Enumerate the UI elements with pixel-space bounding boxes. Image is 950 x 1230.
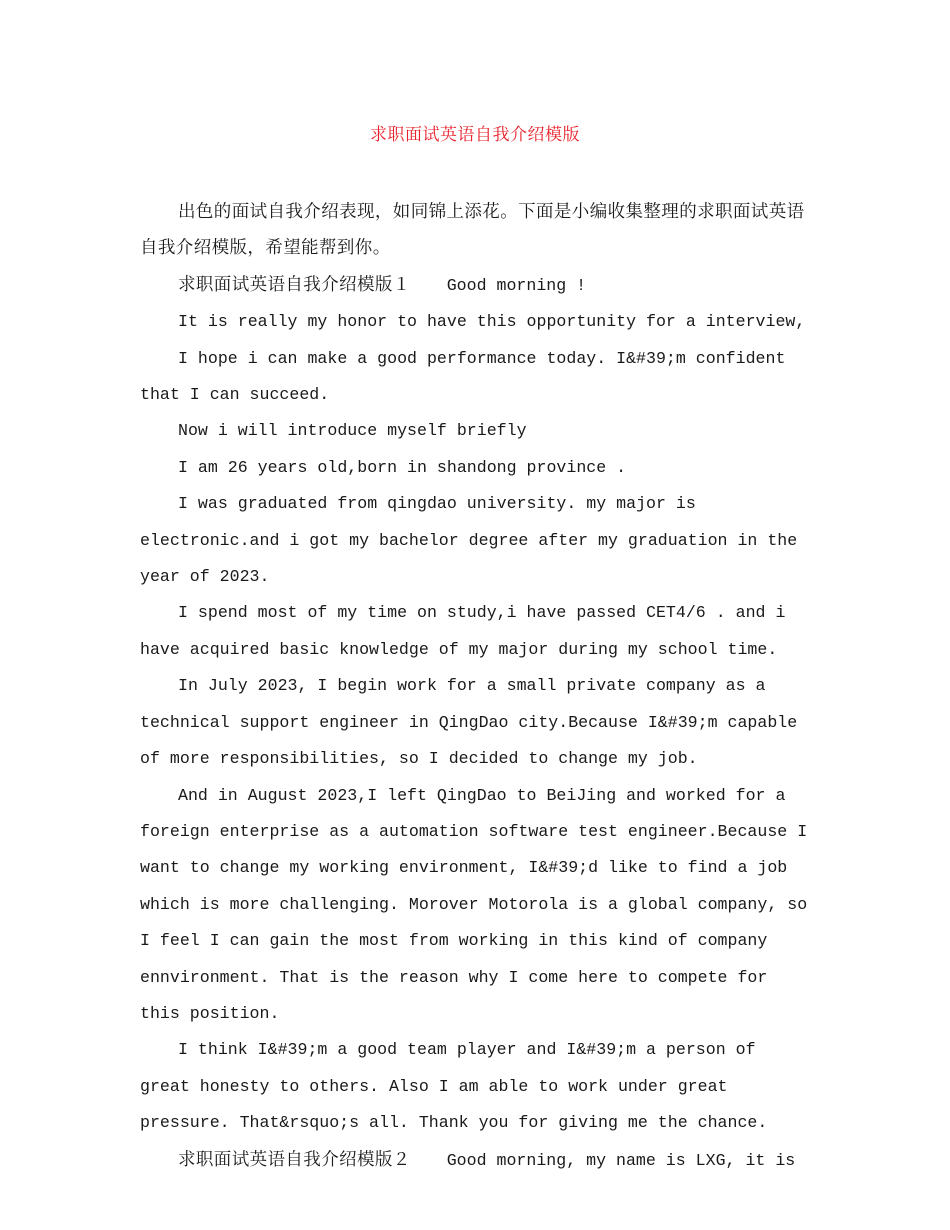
paragraph-honor: It is really my honor to have this opportunity for a interview,: [178, 312, 806, 332]
paragraph-first-job: In July 2023, I begin work for a small private company as a technical support engineer in QingDao city.Because I&#39;m capable of more responsibilities, so I decided to change my job.: [140, 676, 798, 769]
section-2-line: [140, 1142, 812, 1179]
paragraph-performance: I hope i can make a good performance today. I&#39;m confident that I can succeed.: [140, 348, 786, 405]
intro-paragraph: 出色的面试自我介绍表现，如同锦上添花。下面是小编收集整理的求职面试英语自我介绍模版，希望能帮到你。: [140, 202, 805, 259]
paragraph-closing: I think I&#39;m a good team player and I&#39;m a person of great honesty to others. Also I am able to work under great pressure. That&rsquo;s all. Thank you for giving me the chance.: [140, 1040, 768, 1133]
paragraph-study: I spend most of my time on study,i have passed CET4/6 . and i have acquired basic knowledge of my major during my school time.: [140, 603, 786, 659]
section-1-heading: 求职面试英语自我介绍模版１: [178, 274, 411, 295]
paragraph-education: I was graduated from qingdao university. my major is electronic.and i got my bachelor degree after my graduation in the year of 2023.: [140, 494, 798, 587]
section-2-greeting: Good morning, my name is LXG, it is: [446, 1150, 796, 1170]
section-2-heading: 求职面试英语自我介绍模版２: [178, 1149, 411, 1170]
document-title: 求职面试英语自我介绍模版: [370, 125, 580, 145]
section-1-line: [140, 267, 812, 304]
paragraph-age: I am 26 years old,born in shandong province .: [178, 457, 627, 477]
document-body: [140, 194, 812, 1179]
paragraph-second-job: And in August 2023,I left QingDao to BeiJing and worked for a foreign enterprise as a automation software test engineer.Because I want to change my working environment, I&#39;d like to find a job which is more challenging. Morover Motorola is a global company, so I feel I can gain the most from working in this kind of company ennvironment. That is the reason why I come here to compete for this position.: [140, 785, 808, 1023]
section-1-greeting: Good morning !: [446, 275, 587, 295]
paragraph-introduce: Now i will introduce myself briefly: [178, 421, 527, 441]
